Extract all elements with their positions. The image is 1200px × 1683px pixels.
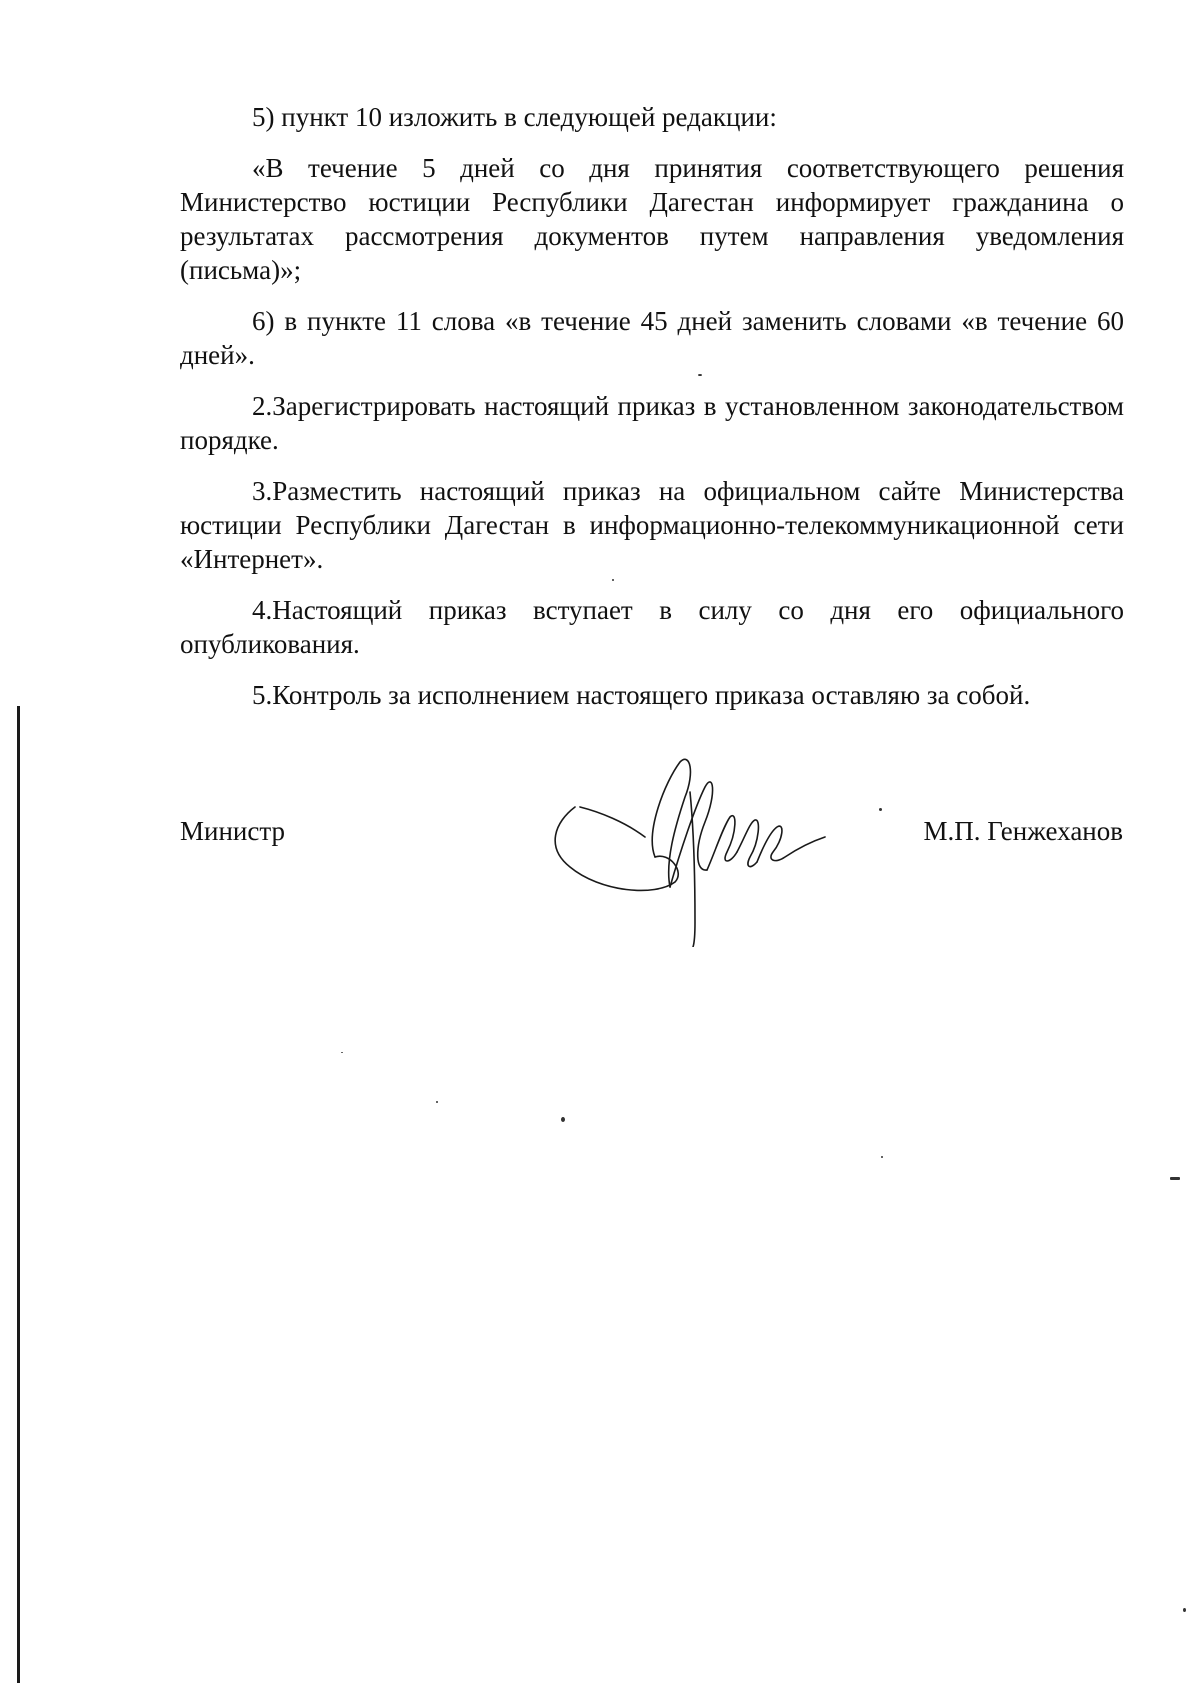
scan-speck	[612, 579, 614, 581]
paragraph-item-3: 3.Разместить настоящий приказ на официальном сайте Министерства юстиции Республики Дагестан в информационно-телекоммуникационной сети «Интернет».	[180, 476, 1124, 574]
scan-speck	[1170, 1177, 1180, 1180]
scan-speck	[436, 1101, 438, 1103]
scan-speck	[561, 1117, 565, 1122]
scan-edge-line	[17, 706, 20, 1683]
scan-speck	[879, 808, 882, 811]
signatory-name: М.П. Генжеханов	[923, 816, 1123, 846]
paragraph-item-2: 2.Зарегистрировать настоящий приказ в установленном законодательством порядке.	[180, 391, 1124, 455]
handwritten-signature	[545, 752, 830, 947]
paragraph-item-4: 4.Настоящий приказ вступает в силу со дня его официального опубликования.	[180, 595, 1124, 659]
paragraph-amendment-5: 5) пункт 10 изложить в следующей редакции:	[252, 102, 777, 132]
paragraph-quoted-text: «В течение 5 дней со дня принятия соответствующего решения Министерство юстиции Республики Дагестан информирует гражданина о результатах рассмотрения документов путем направления уведомления (письма)»;	[180, 153, 1124, 285]
paragraph-amendment-6: 6) в пункте 11 слова «в течение 45 дней заменить словами «в течение 60 дней».	[180, 306, 1124, 370]
signatory-title: Министр	[180, 816, 285, 846]
scan-speck	[341, 1052, 343, 1053]
scan-speck	[1183, 1608, 1186, 1612]
scan-speck	[698, 374, 702, 376]
document-body	[180, 100, 1124, 729]
paragraph-item-5: 5.Контроль за исполнением настоящего приказа оставляю за собой.	[252, 680, 1031, 710]
scan-speck	[881, 1156, 883, 1158]
